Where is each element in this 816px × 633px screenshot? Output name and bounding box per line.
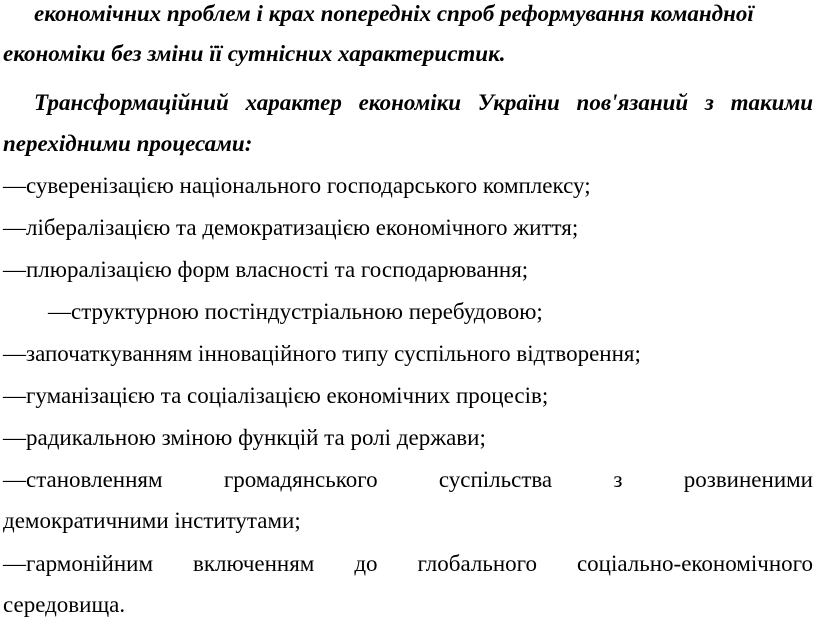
item-word: соціально-економічного [576,551,813,576]
list-item: —започаткуванням інноваційного типу суспільного відтворення; [3,341,641,366]
item-word: —гармонійним [3,551,154,576]
item-word: до [354,551,378,576]
item-word: включенням [193,551,315,576]
heading-word: характер [245,90,342,115]
intro-line-2: економіки без зміни її сутнісних характеристик. [3,41,506,66]
item-word: громадянського [223,467,378,492]
list-item: —гуманізацією та соціалізацією економічних процесів; [3,383,549,408]
list-item: —лібералізацією та демократизацією економічного життя; [3,215,579,240]
list-item-global-environment [3,550,813,578]
item-word: розвиненими [683,467,813,492]
heading-word: пов'язаний [576,90,689,115]
heading-word: з [704,90,714,115]
item-word: суспільства [438,467,553,492]
list-item-global-environment-cont: середовища. [3,592,126,617]
heading-line-1 [34,89,813,117]
heading-line-2: перехідними процесами: [3,131,253,156]
heading-word: Трансформаційний [34,90,229,115]
heading-word: такими [730,90,813,115]
item-word: з [613,467,623,492]
list-item: —плюралізацією форм власності та господарювання; [3,257,529,282]
list-item-civil-society [3,466,813,494]
list-item-civil-society-cont: демократичними інститутами; [3,508,301,533]
item-word: —становленням [3,467,163,492]
heading-word: економіки [358,90,462,115]
list-item: —суверенізацією національного господарського комплексу; [3,173,591,198]
list-item: —радикальною зміною функцій та ролі держави; [3,425,486,450]
item-word: глобального [417,551,537,576]
intro-line-1: економічних проблем і крах попередніх спроб реформування командної [34,1,754,26]
heading-word: України [477,90,560,115]
list-item: —структурною постіндустріальною перебудовою; [48,299,543,324]
